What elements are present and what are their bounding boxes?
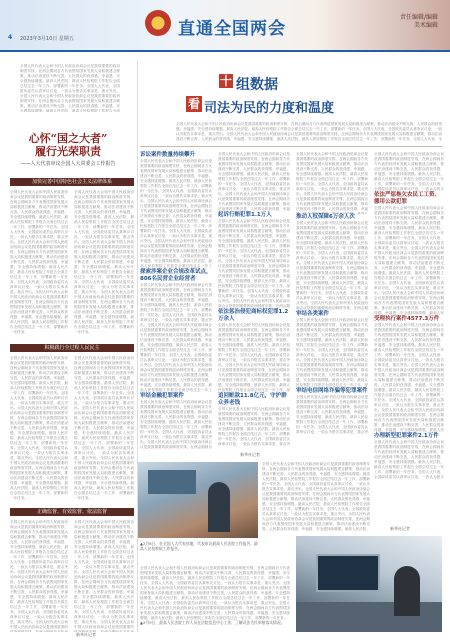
subhead-12: 受理执行案件4577.3万件 — [374, 316, 440, 322]
masthead — [0, 0, 450, 50]
right-col — [374, 152, 444, 532]
mid-col-2-text-a — [218, 152, 290, 212]
hero-headline-line-1: 组数据 — [236, 77, 278, 93]
mid-col-2-text-c — [218, 323, 290, 393]
mid-col-3-text-c — [296, 318, 368, 388]
mid-col-2-text-b — [218, 219, 290, 309]
subhead-13: 依法严惩拖欠农民工工资、挪用公款犯罪 — [374, 192, 441, 205]
lead-col-1-block-3 — [10, 520, 68, 632]
subhead-5: 依法惩治侵犯商标权犯罪1.2万余人 — [218, 309, 289, 322]
lead-subtitle: ——人大代表审议全国人大常委会工作报告 — [20, 161, 116, 167]
lead-section-2: 积极践行全过程人民民主 — [10, 344, 134, 352]
masthead-rule — [0, 50, 450, 52]
lead-headline-line-1: 心怀“国之大者” — [28, 132, 108, 145]
lead-col-2-block-2 — [74, 356, 134, 504]
lead-col-1-block-2 — [10, 356, 68, 504]
photo-person — [208, 482, 230, 532]
subhead-11: 审结电信网络诈骗等犯罪案件 — [296, 388, 368, 394]
photo-court-staff — [296, 536, 442, 632]
right-col-text-d — [374, 440, 444, 480]
lead-section-3: 正确监督、有效监督、依法监督 — [10, 508, 134, 516]
mid-col-2 — [218, 152, 290, 458]
hero-headline-line-2: 司法为民的力度和温度 — [204, 101, 335, 116]
right-col-text-c — [374, 323, 444, 433]
mid-col-3 — [296, 152, 368, 458]
right-col-text-b — [374, 206, 444, 316]
lead-col-1-block-1 — [10, 190, 68, 340]
subhead-4: 起诉行贿犯罪1.1万人 — [218, 212, 272, 218]
editor-credits — [400, 14, 438, 30]
page-number: 4 — [8, 34, 13, 41]
hero-kan-badge: 看 — [187, 97, 200, 111]
photo-screen — [148, 470, 196, 494]
photo-courtroom — [138, 462, 258, 538]
national-emblem-icon — [145, 10, 171, 36]
lead-byline: 新华社记者 — [76, 632, 96, 637]
mid-col-3-text-b — [296, 221, 368, 311]
lead-section-1: 加快完善中国特色社会主义法律体系 — [10, 178, 134, 186]
right-byline: 新华社记者 — [390, 526, 410, 531]
subhead-14: 办理新型犯罪案件2.1万件 — [374, 433, 439, 439]
hero-intro-text — [176, 122, 442, 142]
subhead-10: 追回赃款11.8亿元，守护群众养老钱 — [218, 393, 287, 406]
section-title: 直通全国两会 — [178, 19, 286, 39]
photo2-desk — [296, 602, 442, 632]
subhead-1: 诉讼案件数量持续攀升 — [140, 152, 196, 158]
photo2-caption: ▲3月9日，最高人民法院工作人员在法院信息中心工作，了解司法为民举措落实情况。 — [140, 620, 285, 625]
lead-col-2-block-3 — [74, 520, 134, 632]
subhead-7: 推动人权保障6万余人次 — [296, 214, 355, 220]
photo1-caption: ▲3月8日，在全国人大代表驻地，代表审议最高人民法院工作报告、最高人民检察院工作报告。 — [140, 541, 258, 551]
subhead-3: 探索涉案企业合规改革试点，806名民营企业经营者 — [140, 269, 212, 282]
bottom-mid-text — [262, 462, 370, 532]
mid-col-1-text-b — [140, 283, 212, 393]
subhead-9: 审结各类案件 — [296, 311, 330, 317]
mid-col-1-text-a — [140, 159, 212, 269]
hero-rule — [140, 146, 442, 147]
right-col-text-a — [374, 152, 444, 192]
photo2-person — [394, 566, 420, 616]
photo2-screen — [316, 554, 380, 592]
subhead-6: 审结金融犯罪案件 — [140, 393, 185, 399]
lead-intro-text — [20, 64, 120, 112]
designer-line: 美术编辑 — [413, 22, 438, 29]
date-line: 2023年3月10日 星期五 — [20, 36, 74, 42]
lead-headline-line-2: 履行光荣职责 — [35, 145, 101, 158]
mid-col-3-text-d — [296, 395, 368, 435]
column-divider — [137, 60, 138, 632]
hero-number-badge: 十 — [219, 74, 232, 88]
mid-col-3-text-a — [296, 152, 368, 214]
editor-line: 责任编辑/编辑 — [399, 14, 438, 21]
mid-byline: 新华社记者 — [240, 452, 260, 457]
lead-headline — [8, 132, 128, 158]
mid-col-1 — [140, 152, 212, 458]
lead-col-2-block-1 — [74, 190, 134, 340]
mid-col-1-text-c — [140, 400, 212, 450]
mid-col-2-text-d — [218, 407, 290, 447]
